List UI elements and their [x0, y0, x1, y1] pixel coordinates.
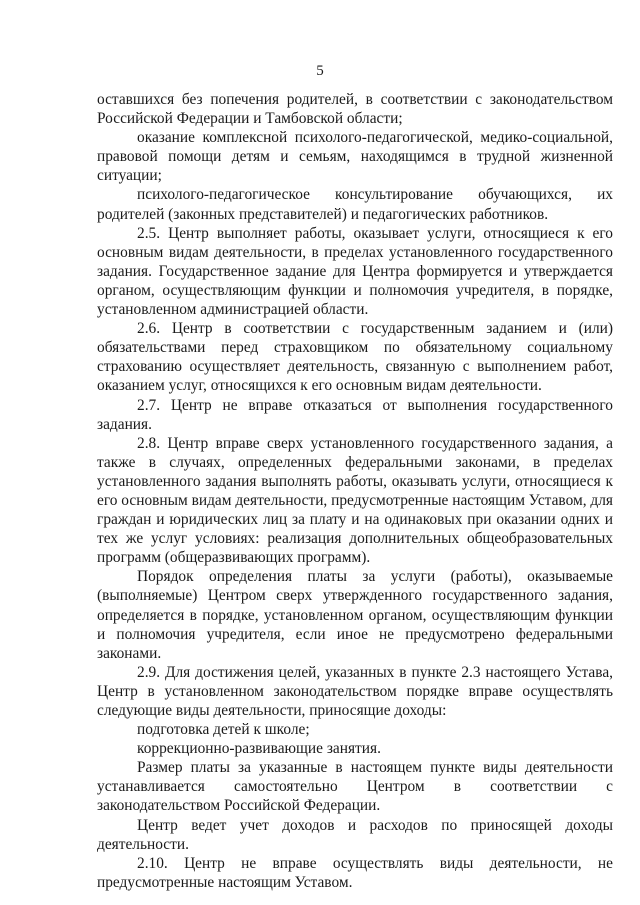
paragraph: 2.6. Центр в соответствии с государственным заданием и (или) обязательствами перед страховщиком по обязательному социальному страхованию осуществляет деятельность, связанную с выполнением работ, оказанием услуг, относящихся к его основным видам деятельности. [97, 320, 613, 395]
paragraph: Центр ведет учет доходов и расходов по приносящей доходы деятельности. [97, 816, 613, 853]
body-text [97, 90, 613, 892]
paragraph: оставшихся без попечения родителей, в соответствии с законодательством Российской Федерации и Тамбовской области; [97, 91, 613, 128]
paragraph: 2.9. Для достижения целей, указанных в пункте 2.3 настоящего Устава, Центр в установленном законодательством порядке вправе осуществлять следующие виды деятельности, приносящие доходы: [97, 663, 613, 719]
paragraph: оказание комплексной психолого-педагогической, медико-социальной, правовой помощи детям и семьям, находящимся в трудной жизненной ситуации; [97, 129, 613, 185]
paragraph: коррекционно-развивающие занятия. [137, 740, 381, 758]
paragraph: Порядок определения платы за услуги (работы), оказываемые (выполняемые) Центром сверх утвержденного государственного задания, определяется в порядке, установленном органом, осуществляющим функции и полномочия учредителя, если иное не предусмотрено федеральными законами. [97, 568, 613, 662]
paragraph: 2.5. Центр выполняет работы, оказывает услуги, относящиеся к его основным видам деятельности, в пределах установленного государственного задания. Государственное задание для Центра формируется и утверждается органом, осуществляющим функции и полномочия учредителя, в порядке, установленном администрацией области. [97, 224, 613, 319]
paragraph: психолого-педагогическое консультирование обучающихся, их родителей (законных представителей) и педагогических работников. [97, 186, 613, 223]
page-number: 5 [316, 63, 324, 79]
paragraph: 2.10. Центр не вправе осуществлять виды деятельности, не предусмотренные настоящим Уставом. [97, 854, 613, 891]
paragraph: подготовка детей к школе; [137, 721, 310, 739]
paragraph: 2.7. Центр не вправе отказаться от выполнения государственного задания. [97, 396, 613, 433]
paragraph: 2.8. Центр вправе сверх установленного государственного задания, а также в случаях, определенных федеральными законами, в пределах установленного задания выполнять работы, оказывать услуги, относящиеся к его основным видам деятельности, предусмотренные настоящим Уставом, для граждан и юридических лиц за плату и на одинаковых при оказании одних и тех же услуг условиях: реализация дополнительных общеобразовательных программ (общеразвивающих программ). [97, 434, 613, 567]
paragraph: Размер платы за указанные в настоящем пункте виды деятельности устанавливается самостоятельно Центром в соответствии с законодательством Российской Федерации. [97, 759, 613, 815]
